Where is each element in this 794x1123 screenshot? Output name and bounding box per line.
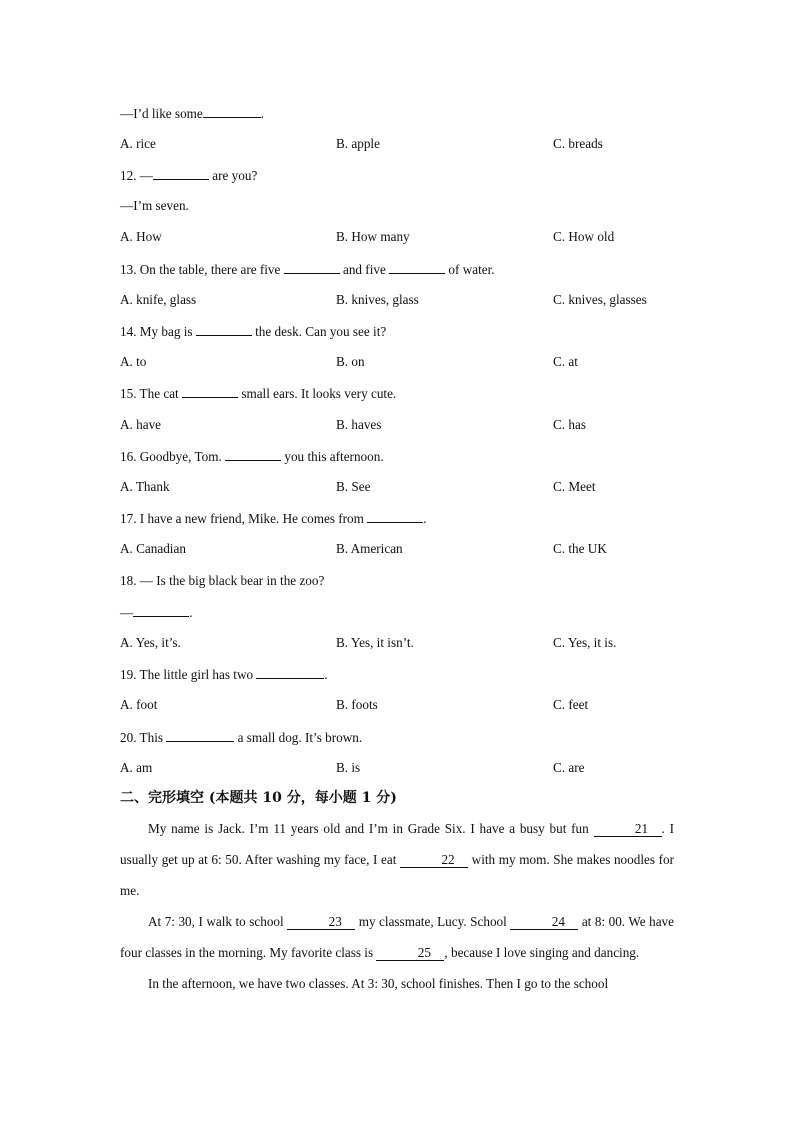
stem-text: 15. The cat	[120, 386, 179, 401]
q14-option-b[interactable]: B. on	[336, 354, 365, 369]
answer-blank	[203, 105, 261, 118]
q15-option-c[interactable]: C. has	[553, 417, 586, 432]
cloze-blank-21[interactable]: 21	[594, 822, 662, 837]
q19-option-b[interactable]: B. foots	[336, 697, 378, 712]
stem-text: 20. This	[120, 730, 163, 745]
q18-option-c[interactable]: C. Yes, it is.	[553, 635, 617, 650]
stem-tail: are you?	[208, 168, 258, 183]
answer-blank	[256, 666, 324, 679]
passage-text: my classmate, Lucy. School	[358, 914, 507, 929]
question-11-stem	[120, 105, 264, 122]
question-19-stem	[120, 666, 328, 683]
stem-text: 13. On the table, there are five	[120, 262, 281, 277]
q13-option-a[interactable]: A. knife, glass	[120, 292, 197, 307]
stem-text: 12. —	[120, 168, 153, 183]
q13-option-b[interactable]: B. knives, glass	[336, 292, 419, 307]
stem-text: 17. I have a new friend, Mike. He comes from	[120, 511, 364, 526]
passage-text: at 8: 00. We have four classes in the morning. My favorite class is	[120, 914, 675, 960]
answer-blank	[284, 261, 340, 274]
q18-option-a[interactable]: A. Yes, it’s.	[120, 635, 181, 650]
q19-option-a[interactable]: A. foot	[120, 697, 158, 712]
question-14-stem	[120, 323, 386, 340]
stem-tail: of water.	[445, 262, 495, 277]
passage-paragraph-3: In the afternoon, we have two classes. At 3: 30, school finishes. Then I go to the school	[148, 976, 609, 991]
question-16-stem	[120, 448, 384, 465]
stem-tail: a small dog. It’s brown.	[234, 730, 363, 745]
question-12-stem	[120, 167, 257, 184]
stem-tail: you this afternoon.	[281, 449, 384, 464]
q20-option-c[interactable]: C. are	[553, 760, 585, 775]
cloze-blank-22[interactable]: 22	[400, 853, 468, 868]
passage-text: , because I love singing and dancing.	[444, 945, 640, 960]
passage-text: . I usually get up at 6: 50. After washing my face, I eat	[120, 821, 674, 867]
q19-option-c[interactable]: C. feet	[553, 697, 589, 712]
q14-option-a[interactable]: A. to	[120, 354, 147, 369]
q12-option-b[interactable]: B. How many	[336, 229, 410, 244]
reply-dash: —	[120, 605, 134, 620]
passage-text: At 7: 30, I walk to school	[148, 914, 284, 929]
q14-option-c[interactable]: C. at	[553, 354, 578, 369]
question-17-stem	[120, 510, 426, 527]
answer-blank	[225, 448, 281, 461]
q18-option-b[interactable]: B. Yes, it isn’t.	[336, 635, 414, 650]
cloze-blank-25[interactable]: 25	[376, 946, 444, 961]
stem-tail: .	[189, 605, 193, 620]
stem-tail: small ears. It looks very cute.	[238, 386, 397, 401]
q20-option-b[interactable]: B. is	[336, 760, 361, 775]
q16-option-a[interactable]: A. Thank	[120, 479, 170, 494]
stem-text: 14. My bag is	[120, 324, 193, 339]
q17-option-c[interactable]: C. the UK	[553, 541, 607, 556]
answer-blank	[367, 510, 423, 523]
stem-text: 16. Goodbye, Tom.	[120, 449, 222, 464]
q20-option-a[interactable]: A. am	[120, 760, 153, 775]
cloze-passage	[120, 813, 674, 999]
passage-text: My name is Jack. I’m 11 years old and I’m in Grade Six. I have a busy but fun	[148, 821, 589, 836]
answer-blank	[133, 604, 189, 617]
question-12-reply: —I’m seven.	[120, 198, 189, 213]
q12-option-a[interactable]: A. How	[120, 229, 162, 244]
q11-option-c[interactable]: C. breads	[553, 136, 603, 151]
answer-blank	[182, 385, 238, 398]
answer-blank	[153, 167, 209, 180]
stem-text: —I’d like some	[120, 106, 203, 121]
answer-blank	[389, 261, 445, 274]
question-13-stem	[120, 261, 495, 278]
passage-paragraph-1	[120, 813, 674, 906]
question-18-stem: 18. — Is the big black bear in the zoo?	[120, 573, 325, 588]
answer-blank	[196, 323, 252, 336]
stem-mid: and five	[339, 262, 390, 277]
stem-tail: the desk. Can you see it?	[251, 324, 387, 339]
passage-text: with my mom. She makes noodles for me.	[120, 852, 674, 898]
q16-option-b[interactable]: B. See	[336, 479, 371, 494]
question-18-reply	[120, 604, 192, 621]
stem-tail: .	[260, 106, 265, 121]
answer-blank	[166, 729, 234, 742]
q16-option-c[interactable]: C. Meet	[553, 479, 596, 494]
section-heading: 二、完形填空 (本题共 10 分，每小题 1 分)	[120, 790, 397, 806]
cloze-blank-24[interactable]: 24	[510, 915, 578, 930]
question-15-stem	[120, 385, 396, 402]
stem-tail: .	[423, 511, 427, 526]
q12-option-c[interactable]: C. How old	[553, 229, 615, 244]
q11-option-a[interactable]: A. rice	[120, 136, 156, 151]
q17-option-a[interactable]: A. Canadian	[120, 541, 186, 556]
question-20-stem	[120, 729, 362, 746]
passage-paragraph-2	[120, 906, 674, 968]
q11-option-b[interactable]: B. apple	[336, 136, 380, 151]
q15-option-a[interactable]: A. have	[120, 417, 162, 432]
q17-option-b[interactable]: B. American	[336, 541, 403, 556]
cloze-blank-23[interactable]: 23	[287, 915, 355, 930]
stem-tail: .	[324, 667, 328, 682]
q15-option-b[interactable]: B. haves	[336, 417, 382, 432]
stem-text: 19. The little girl has two	[120, 667, 254, 682]
q13-option-c[interactable]: C. knives, glasses	[553, 292, 647, 307]
